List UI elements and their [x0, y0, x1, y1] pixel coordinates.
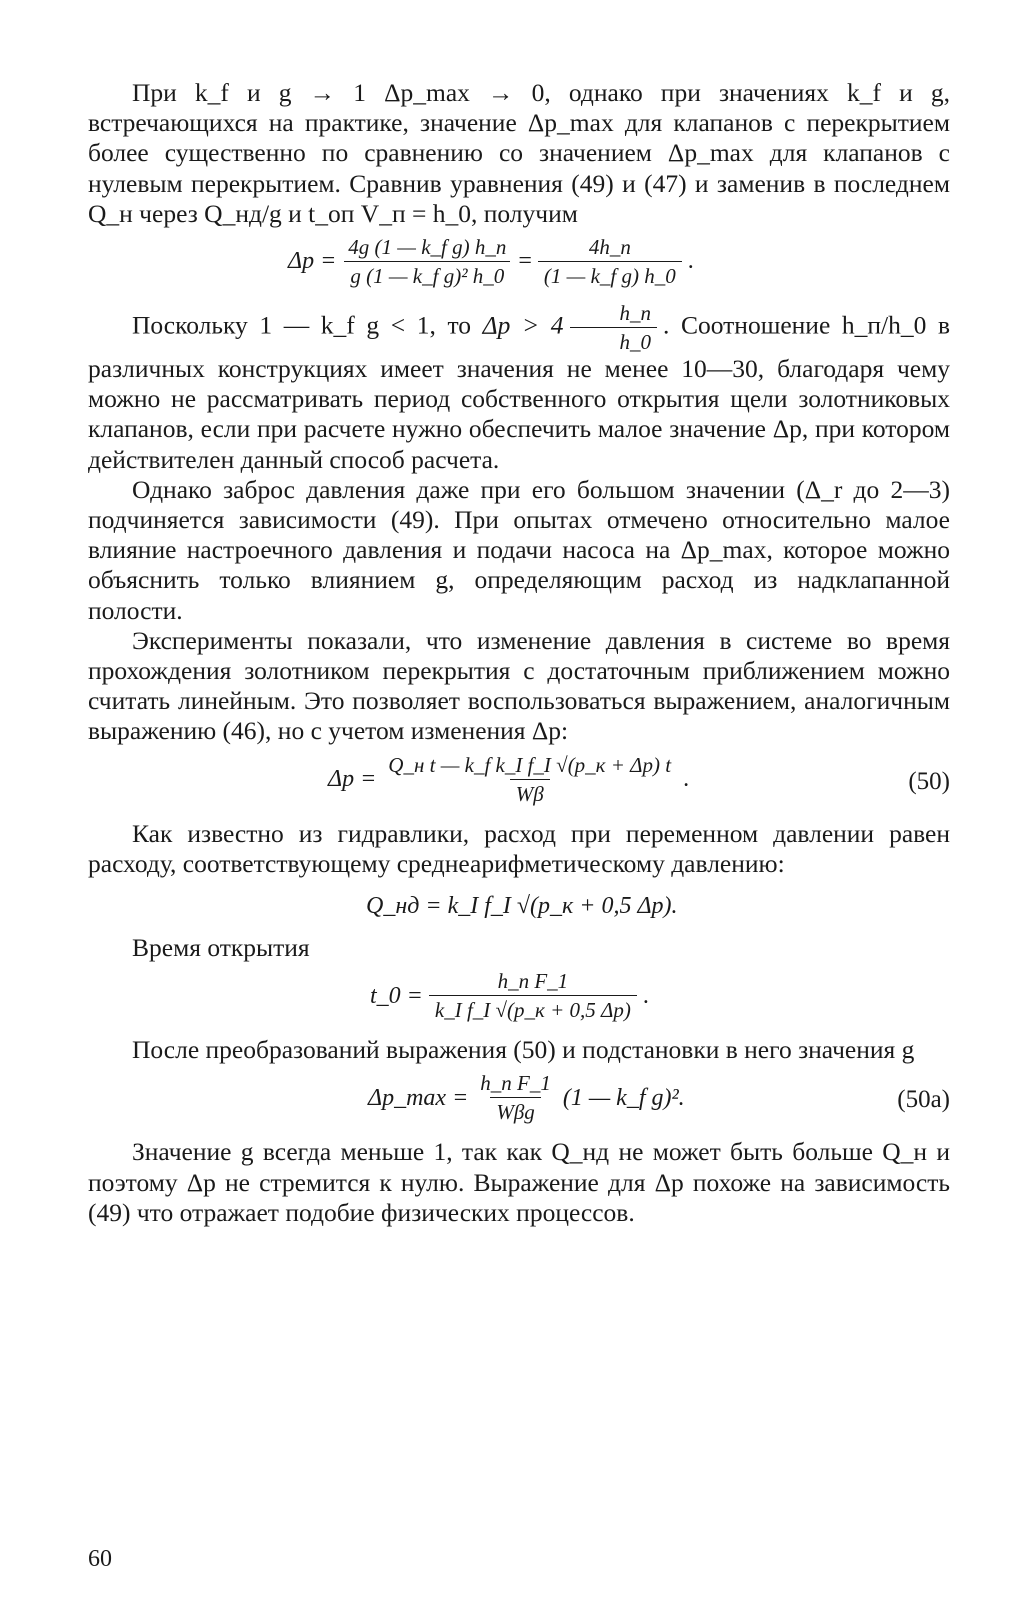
fraction-denominator: g (1 — k_f g)² h_0: [344, 261, 510, 288]
fraction: [429, 969, 637, 1022]
equation-period: .: [642, 982, 649, 1009]
equation-period: .: [687, 248, 694, 275]
fraction-numerator: h_п: [619, 301, 651, 326]
inline-inequality: Δp > 4: [482, 310, 564, 340]
fraction-denominator: Wβg: [490, 1097, 540, 1124]
page-number: 60: [88, 1546, 112, 1572]
equation-50: [88, 753, 950, 813]
equation-lhs: t_0 =: [370, 982, 423, 1009]
equation-50a: [88, 1071, 950, 1131]
fraction-denominator: h_0: [570, 327, 658, 354]
fraction-numerator: 4g (1 — k_f g) h_п: [348, 235, 507, 260]
equals-sign: =: [518, 248, 532, 275]
fraction-numerator: 4h_п: [588, 235, 631, 260]
fraction-denominator: Wβ: [510, 779, 550, 806]
paragraph-2-rest: Соотношение h_п/h_0 в различных конструкциях имеет значения не менее 10—30, благодаря чему можно не рассматривать период собственного открытия щели золотниковых клапанов, если при расчете нужно обеспечить малое значение Δp, при котором действителен данный способ расчета.: [88, 310, 950, 474]
text-column: [88, 78, 950, 1228]
paragraph-2: [88, 301, 950, 475]
fraction-numerator: Q_н t — k_f k_I f_I √(p_к + Δp) t: [388, 752, 672, 777]
equation-number: (50): [908, 767, 950, 795]
fraction-numerator: h_п F_1: [480, 1071, 551, 1096]
fraction: [382, 753, 677, 806]
inline-period: .: [663, 310, 670, 340]
paragraph-8: Значение g всегда меньше 1, так как Q_нд не может быть больше Q_н и поэтому Δp не стремится к нулю. Выражение для Δp похоже на зависимость (49) что отражает подобие физических процессов.: [88, 1137, 950, 1227]
fraction: [474, 1071, 557, 1124]
equation-delta-p: [88, 235, 950, 295]
equation-lhs: Δp_max =: [368, 1084, 469, 1111]
paragraph-2-lead: Поскольку 1 — k_f g < 1, то: [132, 310, 472, 340]
paragraph-6: Время открытия: [132, 933, 310, 963]
equation-rest: (1 — k_f g)².: [562, 1084, 685, 1111]
equation-number: (50а): [897, 1086, 950, 1114]
paragraph-1: При k_f и g → 1 Δp_max → 0, однако при значениях k_f и g, встречающихся на практике, значение Δp_max для клапанов с перекрытием более существенно по сравнению со значением Δp_max для клапанов с нулевым перекрытием. Сравнив уравнения (49) и (47) и заменив в последнем Q_н через Q_нд/g и t_оп V_п = h_0, получим: [88, 78, 950, 228]
equation-line: Q_нд = k_I f_I √(p_к + 0,5 Δp).: [366, 893, 678, 920]
equation-lhs: Δp =: [288, 248, 337, 275]
fraction: [538, 235, 682, 288]
paragraph-5: Как известно из гидравлики, расход при переменном давлении равен расходу, соответствующему среднеарифметическому давлению:: [88, 818, 950, 878]
paragraph-3: Однако заброс давления даже при его большом значении (Δ_r до 2—3) подчиняется зависимости (49). При опытах отмечено относительно малое влияние настроечного давления и подачи насоса на Δp_max, которое можно объяснить только влиянием g, определяющим расход из надклапанной полости.: [88, 474, 950, 625]
inline-fraction: [570, 301, 658, 354]
fraction-denominator: (1 — k_f g) h_0: [538, 261, 682, 288]
paragraph-7: После преобразований выражения (50) и подстановки в него значения g: [132, 1035, 915, 1065]
equation-qnd: [88, 885, 950, 927]
equation-lhs: Δp =: [328, 766, 377, 793]
paragraph-4: Эксперименты показали, что изменение давления в системе во время прохождения золотником перекрытия с достаточным приближением можно считать линейным. Это позволяет воспользоваться выражением, аналогичным выражению (46), но с учетом изменения Δp:: [88, 625, 950, 746]
fraction-denominator: k_I f_I √(p_к + 0,5 Δp): [429, 995, 637, 1022]
fraction: [342, 235, 512, 288]
fraction-numerator: h_п F_1: [497, 969, 569, 994]
equation-period: .: [683, 766, 690, 793]
equation-t0: [88, 969, 950, 1029]
